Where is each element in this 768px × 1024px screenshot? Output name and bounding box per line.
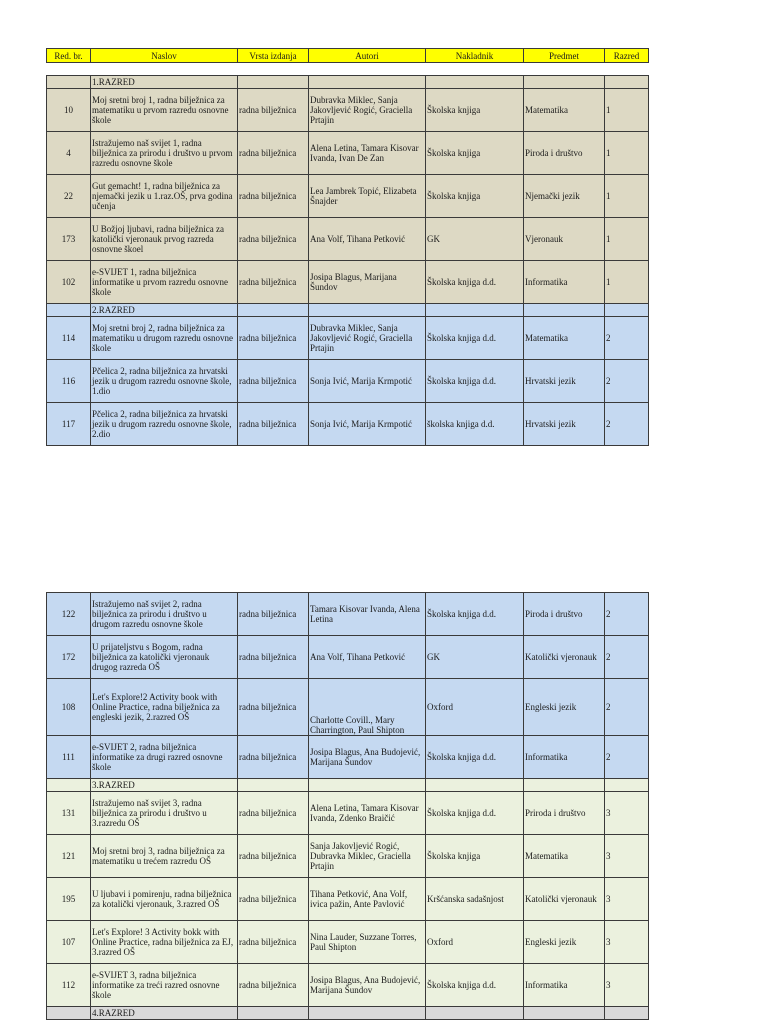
cell-num: 102 (47, 261, 91, 304)
header-razred[interactable]: Razred (605, 49, 649, 63)
section-grade-2 (47, 304, 649, 446)
cell-grade: 3 (605, 921, 649, 964)
section-grade-4 (47, 1007, 649, 1020)
cell-grade: 3 (605, 878, 649, 921)
cell-publisher: Oxford (426, 679, 524, 736)
cell-publisher: Školska knjiga (426, 835, 524, 878)
cell-grade: 3 (605, 835, 649, 878)
table-row[interactable] (47, 636, 649, 679)
cell-grade: 1 (605, 261, 649, 304)
cell-grade: 2 (605, 593, 649, 636)
cell-type: radna bilježnica (238, 679, 309, 736)
section-grade-2-cont (47, 593, 649, 779)
cell-type: radna bilježnica (238, 403, 309, 446)
cell-publisher: GK (426, 636, 524, 679)
cell-authors: Tihana Petković, Ana Volf, ivica pažin, Ante Pavlović (309, 878, 426, 921)
cell-num: 112 (47, 964, 91, 1007)
cell-authors: Dubravka Miklec, Sanja Jakovljević Rogić, Graciella Prtajin (309, 89, 426, 132)
cell-type: radna bilježnica (238, 835, 309, 878)
section-title: 3.RAZRED (91, 779, 238, 792)
table-row[interactable] (47, 593, 649, 636)
cell-publisher: Kršćanska sadašnjost (426, 878, 524, 921)
cell-num: 131 (47, 792, 91, 835)
cell-authors: Josipa Blagus, Ana Budojević, Marijana Šundov (309, 964, 426, 1007)
cell-subject: Matematika (524, 835, 605, 878)
cell-title: Istražujemo naš svijet 3, radna bilježnica za prirodu i društvo u 3.razredu OŠ (91, 792, 238, 835)
cell-grade: 2 (605, 736, 649, 779)
cell-grade: 1 (605, 89, 649, 132)
cell-subject: Priroda i društvo (524, 792, 605, 835)
cell-num: 195 (47, 878, 91, 921)
cell-type: radna bilježnica (238, 878, 309, 921)
cell-type: radna bilježnica (238, 921, 309, 964)
cell-title: Istražujemo naš svijet 1, radna bilježnica za prirodu i društvo u prvom razredu osnovne škole (91, 132, 238, 175)
section-grade-3 (47, 779, 649, 1007)
table-row[interactable] (47, 736, 649, 779)
table-row[interactable] (47, 679, 649, 736)
cell-title: U Božjoj ljubavi, radna bilježnica za katolički vjeronauk prvog razreda osnovne škoel (91, 218, 238, 261)
table-row[interactable] (47, 132, 649, 175)
cell-publisher: Školska knjiga d.d. (426, 360, 524, 403)
cell-title: Pčelica 2, radna bilježnica za hrvatski jezik u drugom razredu osnovne škole, 1.dio (91, 360, 238, 403)
cell-title: e-SVIJET 3, radna bilježnica informatike za treći razred osnovne škole (91, 964, 238, 1007)
cell-subject: Informatika (524, 261, 605, 304)
cell-publisher: Školska knjiga d.d. (426, 593, 524, 636)
cell-subject: Informatika (524, 736, 605, 779)
header-autori[interactable]: Autori (309, 49, 426, 63)
header-predmet[interactable]: Predmet (524, 49, 605, 63)
cell-num: 116 (47, 360, 91, 403)
cell-num: 117 (47, 403, 91, 446)
cell-publisher: Oxford (426, 921, 524, 964)
cell-num: 172 (47, 636, 91, 679)
header-vrsta-izdanja[interactable]: Vrsta izdanja (238, 49, 309, 63)
cell-num: 10 (47, 89, 91, 132)
table-body-1 (47, 63, 649, 76)
cell-subject: Matematika (524, 89, 605, 132)
table-row[interactable] (47, 403, 649, 446)
cell-authors: Alena Letina, Tamara Kisovar Ivanda, Ivan De Zan (309, 132, 426, 175)
cell-publisher: Školska knjiga d.d. (426, 317, 524, 360)
cell-subject: Piroda i društvo (524, 593, 605, 636)
cell-grade: 2 (605, 403, 649, 446)
cell-authors: Josipa Blagus, Marijana Šundov (309, 261, 426, 304)
cell-grade: 1 (605, 132, 649, 175)
cell-title: Istražujemo naš svijet 2, radna bilježnica za prirodu i društvo u drugom razredu osnovne škole (91, 593, 238, 636)
table-row[interactable] (47, 317, 649, 360)
section-row (47, 779, 649, 792)
cell-authors: Ana Volf, Tihana Petković (309, 636, 426, 679)
cell-type: radna bilježnica (238, 317, 309, 360)
cell-subject: Engleski jezik (524, 679, 605, 736)
cell-type: radna bilježnica (238, 636, 309, 679)
table-row[interactable] (47, 89, 649, 132)
table-row[interactable] (47, 792, 649, 835)
cell-title: Gut gemacht! 1, radna bilježnica za njemački jezik u 1.raz.OŠ, prva godina učenja (91, 175, 238, 218)
cell-publisher: Školska knjiga d.d. (426, 792, 524, 835)
cell-grade: 3 (605, 792, 649, 835)
cell-type: radna bilježnica (238, 792, 309, 835)
section-row (47, 76, 649, 89)
cell-title: Let's Explore!2 Activity book with Online Practice, radna bilježnica za engleski jezik, 2.razred OŠ (91, 679, 238, 736)
cell-grade: 2 (605, 679, 649, 736)
cell-publisher: Školska knjiga d.d. (426, 261, 524, 304)
cell-title: Moj sretni broj 2, radna bilježnica za matematiku u drugom razredu osnovne škole (91, 317, 238, 360)
cell-publisher: Školska knjiga (426, 132, 524, 175)
cell-title: Moj sretni broj 3, radna bilježnica za matematiku u trećem razredu OŠ (91, 835, 238, 878)
cell-type: radna bilježnica (238, 218, 309, 261)
section-title: 4.RAZRED (91, 1007, 238, 1020)
textbook-table-page2 (46, 592, 649, 1020)
table-row[interactable] (47, 261, 649, 304)
cell-num: 122 (47, 593, 91, 636)
textbook-table-page1 (46, 48, 649, 446)
cell-num: 121 (47, 835, 91, 878)
cell-publisher: Školska knjiga d.d. (426, 736, 524, 779)
cell-title: e-SVIJET 1, radna bilježnica informatike u prvom razredu osnovne škole (91, 261, 238, 304)
cell-authors: Sonja Ivić, Marija Krmpotić (309, 403, 426, 446)
cell-authors: Nina Lauder, Suzzane Torres, Paul Shipton (309, 921, 426, 964)
cell-num: 114 (47, 317, 91, 360)
cell-type: radna bilježnica (238, 736, 309, 779)
table-row[interactable] (47, 175, 649, 218)
cell-subject: Vjeronauk (524, 218, 605, 261)
cell-grade: 1 (605, 175, 649, 218)
cell-type: radna bilježnica (238, 89, 309, 132)
header-naslov[interactable]: Naslov (91, 49, 238, 63)
cell-type: radna bilježnica (238, 593, 309, 636)
cell-publisher: Školska knjiga (426, 89, 524, 132)
table-row[interactable] (47, 218, 649, 261)
cell-title: Pčelica 2, radna bilježnica za hrvatski jezik u drugom razredu osnovne škole, 2.dio (91, 403, 238, 446)
cell-authors: Tamara Kisovar Ivanda, Alena Letina (309, 593, 426, 636)
cell-type: radna bilježnica (238, 964, 309, 1007)
table-row[interactable] (47, 878, 649, 921)
cell-grade: 1 (605, 218, 649, 261)
cell-authors: Lea Jambrek Topić, Elizabeta Šnajder (309, 175, 426, 218)
cell-type: radna bilježnica (238, 175, 309, 218)
cell-authors: Alena Letina, Tamara Kisovar Ivanda, Zdenko Braičić (309, 792, 426, 835)
section-row (47, 1007, 649, 1020)
cell-authors: Ana Volf, Tihana Petković (309, 218, 426, 261)
cell-subject: Njemački jezik (524, 175, 605, 218)
table-row[interactable] (47, 921, 649, 964)
section-title: 2.RAZRED (91, 304, 238, 317)
table-row[interactable] (47, 360, 649, 403)
cell-publisher: GK (426, 218, 524, 261)
header-red-br[interactable]: Red. br. (47, 49, 91, 63)
cell-authors: Sanja Jakovljević Rogić, Dubravka Miklec, Graciella Prtajin (309, 835, 426, 878)
cell-type: radna bilježnica (238, 261, 309, 304)
table-header (47, 49, 649, 63)
cell-title: Let's Explore! 3 Activity bokk with Online Practice, radna bilježnica za EJ, 3.razred OŠ (91, 921, 238, 964)
section-title: 1.RAZRED (91, 76, 238, 89)
cell-grade: 3 (605, 964, 649, 1007)
cell-authors: Dubravka Miklec, Sanja Jakovljević Rogić, Graciella Prtajin (309, 317, 426, 360)
section-row (47, 304, 649, 317)
cell-type: radna bilježnica (238, 360, 309, 403)
cell-subject: Katolički vjeronauk (524, 636, 605, 679)
cell-authors: Sonja Ivić, Marija Krmpotić (309, 360, 426, 403)
cell-subject: Informatika (524, 964, 605, 1007)
cell-type: radna bilježnica (238, 132, 309, 175)
cell-title: e-SVIJET 2, radna bilježnica informatike za drugi razred osnovne škole (91, 736, 238, 779)
cell-num: 107 (47, 921, 91, 964)
table-row[interactable] (47, 964, 649, 1007)
cell-grade: 2 (605, 636, 649, 679)
cell-subject: Hrvatski jezik (524, 360, 605, 403)
cell-publisher: Školska knjiga (426, 175, 524, 218)
cell-num: 173 (47, 218, 91, 261)
cell-subject: Piroda i društvo (524, 132, 605, 175)
section-grade-1 (47, 76, 649, 304)
cell-publisher: Školska knjiga d.d. (426, 964, 524, 1007)
table-row[interactable] (47, 835, 649, 878)
cell-title: U prijateljstvu s Bogom, radna bilježnica za katolički vjeronauk drugog razreda OŠ (91, 636, 238, 679)
cell-authors: Josipa Blagus, Ana Budojević, Marijana Šundov (309, 736, 426, 779)
cell-publisher: školska knjiga d.d. (426, 403, 524, 446)
cell-num: 22 (47, 175, 91, 218)
cell-num: 108 (47, 679, 91, 736)
cell-subject: Katolički vjeronauk (524, 878, 605, 921)
cell-subject: Engleski jezik (524, 921, 605, 964)
cell-authors: Charlotte Covill., Mary Charrington, Paul Shipton (309, 679, 426, 736)
cell-grade: 2 (605, 360, 649, 403)
cell-grade: 2 (605, 317, 649, 360)
cell-title: Moj sretni broj 1, radna bilježnica za matematiku u prvom razredu osnovne škole (91, 89, 238, 132)
cell-num: 4 (47, 132, 91, 175)
cell-num: 111 (47, 736, 91, 779)
cell-subject: Matematika (524, 317, 605, 360)
cell-title: U ljubavi i pomirenju, radna bilježnica za kotalički vjeronauk, 3.razred OŠ (91, 878, 238, 921)
cell-subject: Hrvatski jezik (524, 403, 605, 446)
header-nakladnik[interactable]: Nakladnik (426, 49, 524, 63)
